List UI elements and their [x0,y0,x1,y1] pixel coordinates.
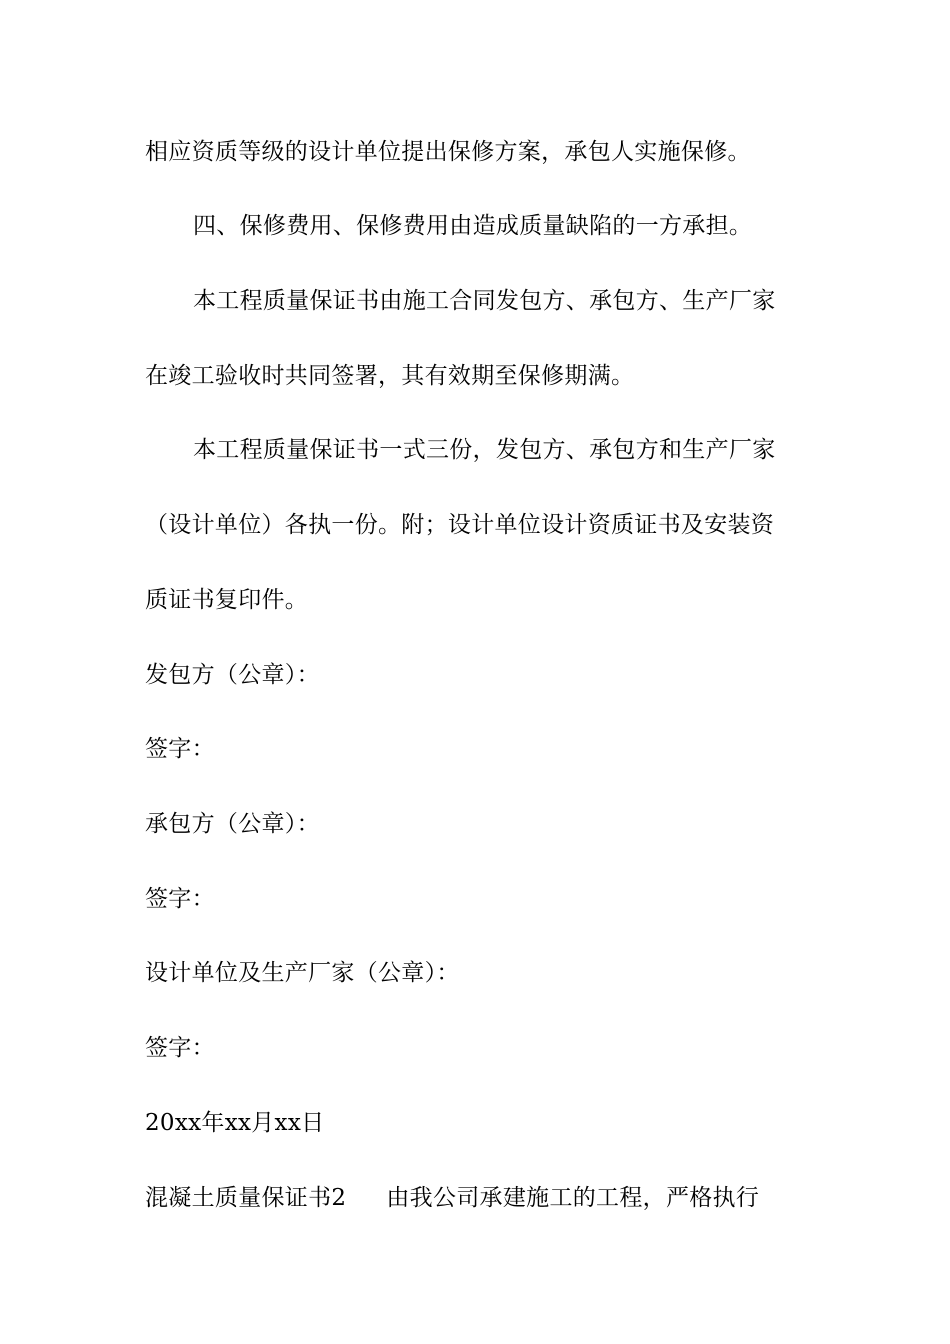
paragraph-line: 四、保修费用、保修费用由造成质量缺陷的一方承担。 [193,213,753,239]
paragraph-line: （设计单位）各执一份。附；设计单位设计资质证书及安装资 [145,512,775,538]
paragraph-line: 在竣工验收时共同签署，其有效期至保修期满。 [145,363,635,389]
next-section-line [145,1183,815,1213]
contractor-sign-label: 签字： [145,886,215,912]
designer-sign-label: 签字： [145,1035,215,1061]
employer-seal-label: 发包方（公章）： [145,662,320,688]
paragraph-line: 质证书复印件。 [145,587,309,613]
designer-seal-label: 设计单位及生产厂家（公章）： [145,960,460,986]
next-section-text: 由我公司承建施工的工程，严格执行 [386,1185,760,1211]
employer-sign-label: 签字： [145,736,215,762]
paragraph-line: 本工程质量保证书由施工合同发包方、承包方、生产厂家 [193,288,776,314]
next-section-title: 混凝土质量保证书2 [145,1185,347,1211]
contractor-seal-label: 承包方（公章）： [145,811,320,837]
paragraph-line: 相应资质等级的设计单位提出保修方案，承包人实施保修。 [145,139,751,165]
paragraph-line: 本工程质量保证书一式三份，发包方、承包方和生产厂家 [193,437,776,463]
date-line: 20xx年xx月xx日 [145,1110,325,1136]
